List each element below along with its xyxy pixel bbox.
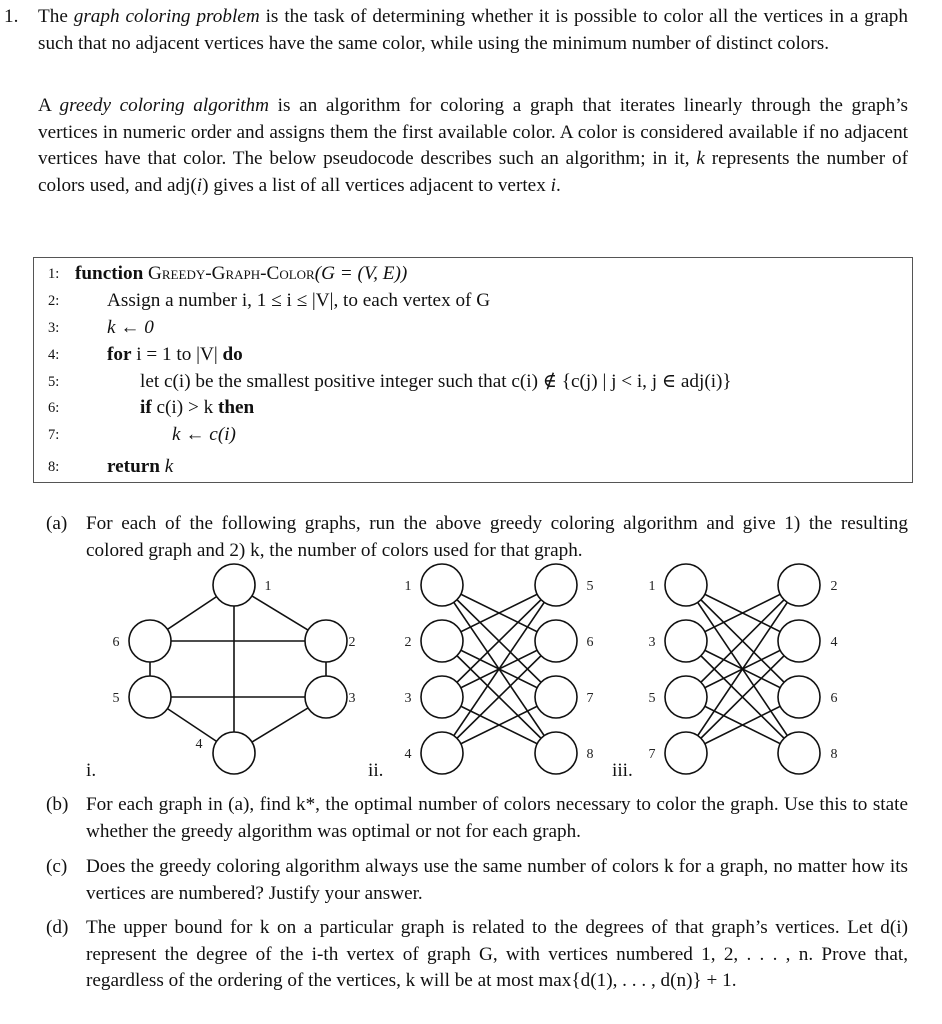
graph-iii-vertex-label: 7 xyxy=(648,747,656,762)
term-greedy-coloring: greedy coloring algorithm xyxy=(59,95,269,116)
graph-iii-vertex-3 xyxy=(665,620,707,662)
function-args: (G = (V, E)) xyxy=(314,263,408,284)
code-text: k ← 0 xyxy=(107,317,154,338)
var-i: i xyxy=(550,174,556,196)
line-number: 8: xyxy=(48,459,60,475)
part-text: Does the greedy coloring algorithm always use the same number of colors k for a graph, no matter how its vertices are numbered? Justify your answer. xyxy=(86,856,908,904)
graph-ii-vertex-label: 7 xyxy=(586,691,594,706)
keyword: function xyxy=(75,263,144,284)
graph-i-vertex-3 xyxy=(305,676,347,718)
graph-iii-vertex-2 xyxy=(778,564,820,606)
line-number: 2: xyxy=(48,293,60,309)
graph-ii-vertex-8 xyxy=(535,732,577,774)
line-number: 1: xyxy=(48,266,60,282)
text: A xyxy=(38,95,60,116)
graph-iii-vertex-8 xyxy=(778,732,820,774)
part-a xyxy=(46,511,908,567)
text: is the task of determining whether it is possible to color all the vertices in a graph such that no adjacent vertices have the same color, while using the minimum number of distinct colors. xyxy=(38,6,908,54)
part-label: (d) xyxy=(46,917,69,938)
graph-i-vertex-label: 4 xyxy=(195,737,203,752)
graph-ii-vertex-label: 2 xyxy=(404,635,412,650)
part-text: For each of the following graphs, run the above greedy coloring algorithm and give 1) the resulting colored graph and 2) k, the number of colors used for that graph. xyxy=(86,513,908,561)
code-text: k ← c(i) xyxy=(172,424,236,445)
graph-ii-vertex-label: 4 xyxy=(404,747,412,762)
graph-iii-vertex-label: 5 xyxy=(648,691,656,706)
term-graph-coloring: graph coloring problem xyxy=(73,6,260,27)
keyword: do xyxy=(222,344,243,365)
text: is an algorithm for coloring a graph that iterates linearly through the graph’s vertices in numeric order and assigns them the first available color. A color is considered available if no adjacent vertices have that color. The below pseudocode describes such an algorithm; in it, xyxy=(38,95,909,170)
graphs-figure xyxy=(0,562,942,782)
graph-iii-vertex-7 xyxy=(665,732,707,774)
graph-ii-vertex-2 xyxy=(421,620,463,662)
keyword: if xyxy=(140,397,152,418)
graph-ii-vertex-5 xyxy=(535,564,577,606)
part-c xyxy=(46,854,908,910)
line-number: 7: xyxy=(48,427,60,443)
keyword: return xyxy=(107,456,160,477)
graph-i-vertex-6 xyxy=(129,620,171,662)
graph-iii-vertex-label: 4 xyxy=(830,635,838,650)
var-k: k xyxy=(696,148,705,170)
question-number: 1. xyxy=(4,6,19,27)
graph-ii-vertex-3 xyxy=(421,676,463,718)
code-text: c(i) > k xyxy=(151,397,218,418)
code-text: let c(i) be the smallest positive integer such that c(i) ∉ {c(j) | j < i, j ∈ adj(i)} xyxy=(140,371,732,392)
text: The xyxy=(38,6,74,27)
keyword: then xyxy=(217,397,255,418)
graph-ii-vertex-label: 6 xyxy=(586,635,594,650)
graph-iii-vertex-label: 3 xyxy=(648,635,656,650)
graph-i-vertex-label: 5 xyxy=(112,691,120,706)
algorithm-box xyxy=(33,257,913,483)
graph-i-vertex-5 xyxy=(129,676,171,718)
graph-label-ii: ii. xyxy=(368,760,384,781)
code-text: Assign a number i, 1 ≤ i ≤ |V|, to each vertex of G xyxy=(107,290,491,311)
graph-iii-vertex-label: 8 xyxy=(830,747,838,762)
part-label: (c) xyxy=(46,856,68,877)
graph-iii-vertex-1 xyxy=(665,564,707,606)
intro-paragraph-1 xyxy=(38,4,908,57)
part-text: The upper bound for k on a particular graph is related to the degrees of that graph’s vertices. Let d(i) represent the degree of the i-th vertex of graph G, with vertices numbered 1, 2, . . . , n. Prove that, regardless of the ordering of the vertices, k will be at most max{d(1), . . . , d(n)} + 1. xyxy=(86,917,908,992)
graph-ii-vertex-label: 8 xyxy=(586,747,594,762)
graph-label-iii: iii. xyxy=(612,760,633,781)
graph-ii-vertex-6 xyxy=(535,620,577,662)
part-b xyxy=(46,792,908,848)
graph-ii-vertex-label: 3 xyxy=(404,691,412,706)
var-i: i xyxy=(196,174,203,196)
graph-iii-vertex-6 xyxy=(778,676,820,718)
code-text: i = 1 to |V| xyxy=(131,344,223,365)
graph-ii-vertex-1 xyxy=(421,564,463,606)
graph-i-vertex-label: 1 xyxy=(264,579,272,594)
part-label: (a) xyxy=(46,513,68,534)
code-text: k xyxy=(159,456,174,477)
graph-i-vertex-1 xyxy=(213,564,255,606)
part-label: (b) xyxy=(46,794,69,815)
graph-iii-vertex-label: 1 xyxy=(648,579,656,594)
graph-ii-vertex-label: 1 xyxy=(404,579,412,594)
text: ) gives a list of all vertices adjacent to vertex xyxy=(202,174,551,196)
graph-iii-vertex-5 xyxy=(665,676,707,718)
part-d xyxy=(46,915,908,1023)
graph-ii-vertex-7 xyxy=(535,676,577,718)
graph-i-vertex-label: 2 xyxy=(348,635,356,650)
part-text: For each graph in (a), find k*, the optimal number of colors necessary to color the graph. Use this to state whether the greedy algorithm was optimal or not for each graph. xyxy=(86,794,908,842)
text: represents the number of colors used, and adj( xyxy=(38,148,908,196)
graph-i-vertex-label: 3 xyxy=(348,691,356,706)
graph-label-i: i. xyxy=(86,760,97,781)
graph-ii-vertex-label: 5 xyxy=(586,579,594,594)
graph-iii-vertex-label: 6 xyxy=(830,691,838,706)
function-name: Greedy-Graph-Color xyxy=(148,263,315,284)
line-number: 6: xyxy=(48,400,60,416)
graph-iii-vertex-label: 2 xyxy=(830,579,838,594)
text: . xyxy=(555,174,561,196)
keyword: for xyxy=(107,344,132,365)
intro-paragraph-2 xyxy=(38,93,908,199)
graph-i-vertex-4 xyxy=(213,732,255,774)
graph-i-vertex-2 xyxy=(305,620,347,662)
line-number: 4: xyxy=(48,347,60,363)
graph-i-vertex-label: 6 xyxy=(112,635,120,650)
graph-iii-vertex-4 xyxy=(778,620,820,662)
line-number: 5: xyxy=(48,374,60,390)
line-number: 3: xyxy=(48,320,60,336)
graph-ii-vertex-4 xyxy=(421,732,463,774)
